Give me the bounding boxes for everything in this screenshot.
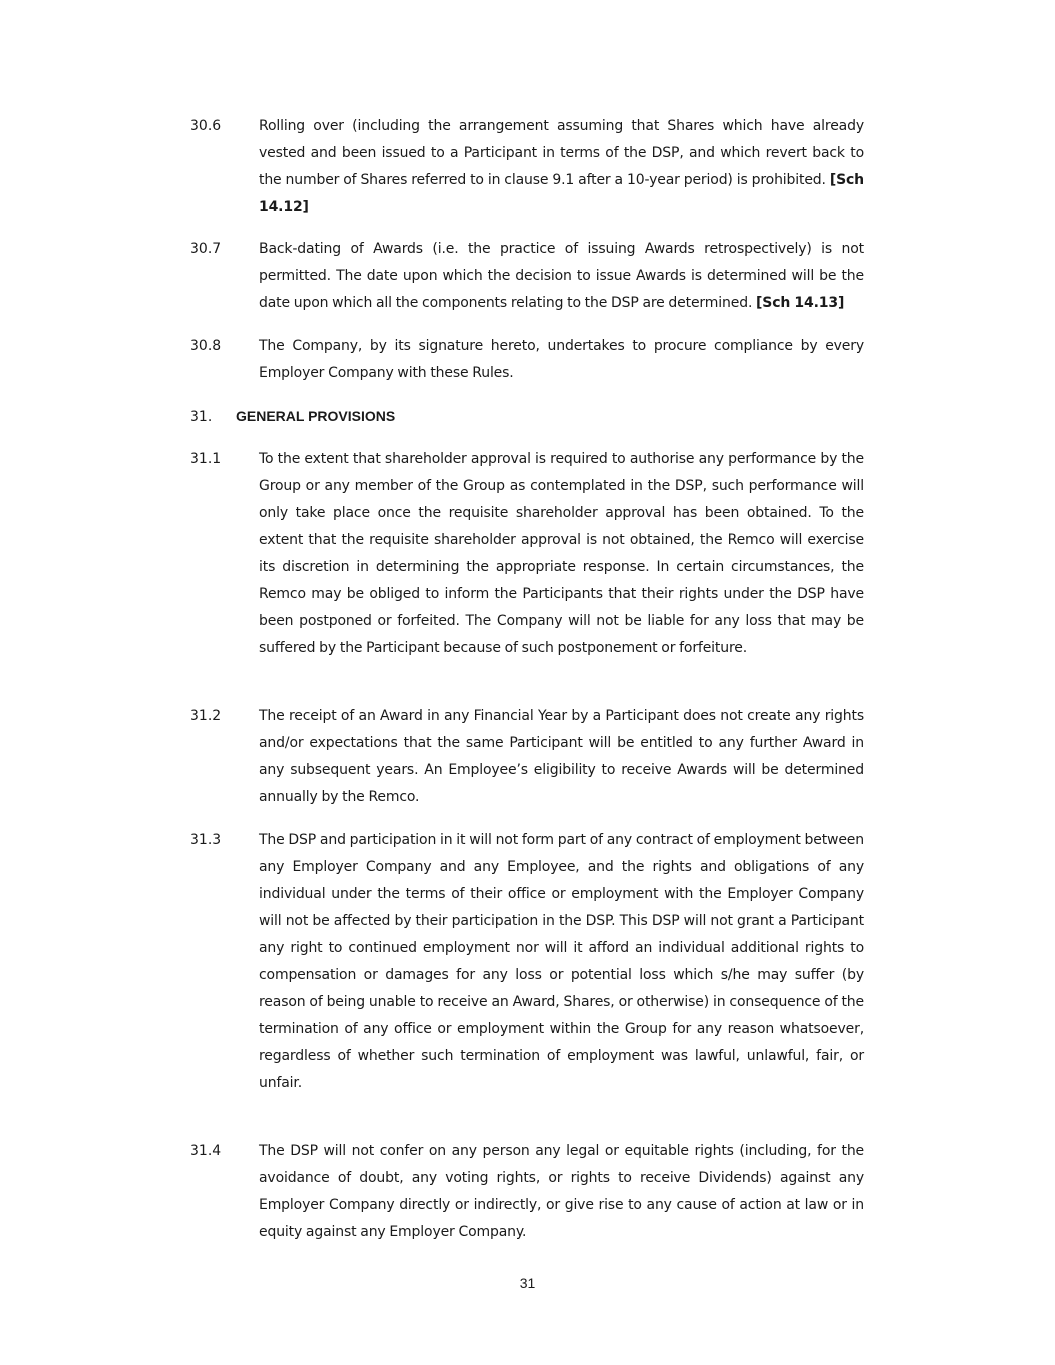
clause-number: 31.3: [190, 832, 222, 848]
clause-number: 30.8: [190, 338, 222, 354]
clause-number: 30.7: [190, 241, 222, 257]
clause-text: The DSP and participation in it will not form part of any contract of employment between any Employer Company and any Employee, and the rights and obligations of any individual under the terms of their office or employment with the Employer Company will not be affected by their participation in the DSP. This DSP will not grant a Participant any right to continued employment nor will it afford an individual additional rights to compensation or damages for any loss or potential loss which s/he may suffer (by reason of being unable to receive an Award, Shares, or otherwise) in consequence of the termination of any office or employment within the Group for any reason whatsoever, regardless of whether such termination of employment was lawful, unlawful, fair, or unfair.: [259, 832, 864, 1091]
clause-text: [259, 113, 864, 221]
clause-30-6: [190, 113, 864, 221]
clause-number: 30.6: [190, 118, 222, 134]
clause-text: The DSP will not confer on any person any legal or equitable rights (including, for the avoidance of doubt, any voting rights, or rights to receive Dividends) against any Employer Company directly or indirectly, or give rise to any cause of action at law or in equity against any Employer Company.: [259, 1143, 864, 1240]
clause-number: 31.1: [190, 451, 222, 467]
clause-30-7: [190, 236, 864, 317]
clause-number: 31.2: [190, 708, 222, 724]
section-number: 31.: [190, 409, 213, 425]
section-heading: [190, 405, 395, 428]
clause-number: 31.4: [190, 1143, 222, 1159]
clause-31-4: [190, 1138, 864, 1246]
schedule-reference: [Sch 14.12]: [259, 172, 864, 215]
clause-text: The receipt of an Award in any Financial Year by a Participant does not create any rights and/or expectations that the same Participant will be entitled to any further Award in any subsequent years. An Employee’s eligibility to receive Awards will be determined annually by the Remco.: [259, 708, 864, 805]
clause-31-3: [190, 827, 864, 1097]
clause-text: [259, 236, 864, 317]
page-number: 31: [519, 1275, 536, 1291]
clause-31-2: [190, 703, 864, 811]
clause-body: Rolling over (including the arrangement assuming that Shares which have already vested and been issued to a Participant in terms of the DSP, and which revert back to the number of Shares referred to in clause 9.1 after a 10-year period) is prohibited.: [259, 118, 864, 188]
schedule-reference: [Sch 14.13]: [756, 295, 845, 311]
clause-body: Back-dating of Awards (i.e. the practice of issuing Awards retrospectively) is not permitted. The date upon which the decision to issue Awards is determined will be the date upon which all the components relating to the DSP are determined.: [259, 241, 864, 311]
clause-31-1: [190, 446, 864, 662]
clause-text: The Company, by its signature hereto, undertakes to procure compliance by every Employer Company with these Rules.: [259, 338, 864, 381]
section-title: GENERAL PROVISIONS: [236, 408, 396, 424]
clause-text: To the extent that shareholder approval is required to authorise any performance by the Group or any member of the Group as contemplated in the DSP, such performance will only take place once the requisite shareholder approval has been obtained. To the extent that the requisite shareholder approval is not obtained, the Remco will exercise its discretion in determining the appropriate response. In certain circumstances, the Remco may be obliged to inform the Participants that their rights under the DSP have been postponed or forfeited. The Company will not be liable for any loss that may be suffered by the Participant because of such postponement or forfeiture.: [259, 451, 864, 656]
clause-30-8: [190, 333, 864, 387]
